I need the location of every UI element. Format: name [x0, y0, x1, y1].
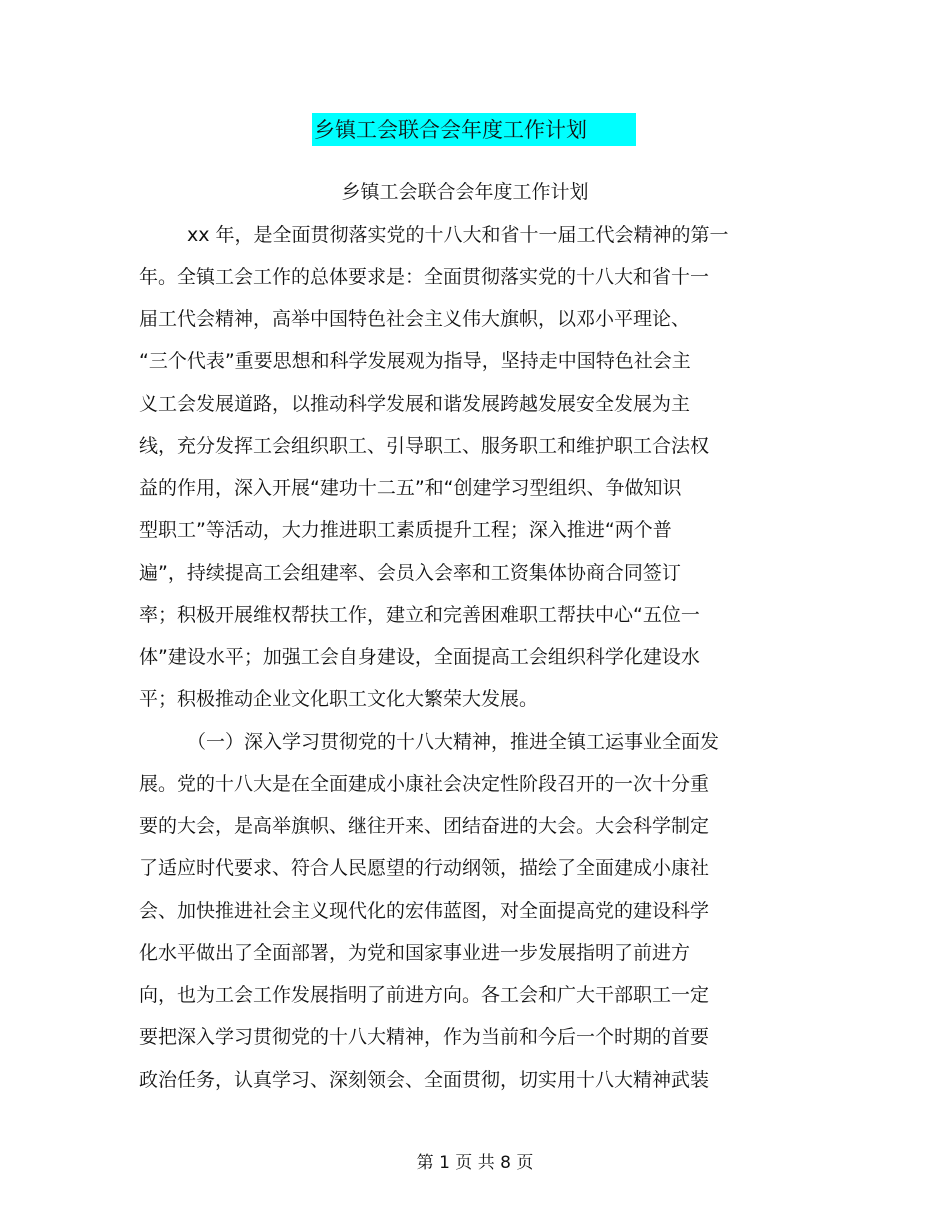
- body-line: 要把深入学习贯彻党的十八大精神，作为当前和今后一个时期的首要: [139, 1026, 710, 1048]
- body-line: 届工代会精神，高举中国特色社会主义伟大旗帜，以邓小平理论、: [139, 308, 691, 330]
- body-line: 型职工”等活动，大力推进职工素质提升工程；深入推进“两个普: [139, 519, 672, 541]
- body-line: 政治任务，认真学习、深刻领会、全面贯彻，切实用十八大精神武装: [139, 1069, 710, 1091]
- body-line: 率；积极开展维权帮扶工作，建立和完善困难职工帮扶中心“五位一: [139, 604, 700, 626]
- body-line: xx 年，是全面贯彻落实党的十八大和省十一届工代会精神的第一: [187, 224, 729, 246]
- body-line: 平；积极推动企业文化职工文化大繁荣大发展。: [139, 688, 539, 710]
- body-line: 化水平做出了全面部署，为党和国家事业进一步发展指明了前进方: [139, 942, 691, 964]
- body-line: 益的作用，深入开展“建功十二五”和“创建学习型组织、争做知识: [139, 477, 682, 499]
- body-line: （一）深入学习贯彻党的十八大精神，推进全镇工运事业全面发: [187, 731, 720, 753]
- page-footer: 第 1 页 共 8 页: [416, 1153, 534, 1173]
- document-title: 乡镇工会联合会年度工作计划: [314, 118, 587, 142]
- body-line: 遍”，持续提高工会组建率、会员入会率和工资集体协商合同签订: [139, 562, 681, 584]
- body-line: 义工会发展道路，以推动科学发展和谐发展跨越发展安全发展为主: [139, 393, 691, 415]
- document-subtitle: 乡镇工会联合会年度工作计划: [341, 181, 589, 203]
- body-line: 要的大会，是高举旗帜、继往开来、团结奋进的大会。大会科学制定: [139, 815, 710, 837]
- body-line: 年。全镇工会工作的总体要求是：全面贯彻落实党的十八大和省十一: [139, 266, 710, 288]
- body-line: 会、加快推进社会主义现代化的宏伟蓝图，对全面提高党的建设科学: [139, 900, 710, 922]
- body-line: 体”建设水平；加强工会自身建设，全面提高工会组织科学化建设水: [139, 646, 700, 668]
- body-line: 展。党的十八大是在全面建成小康社会决定性阶段召开的一次十分重: [139, 773, 710, 795]
- body-line: 线，充分发挥工会组织职工、引导职工、服务职工和维护职工合法权: [139, 435, 710, 457]
- body-line: 了适应时代要求、符合人民愿望的行动纲领，描绘了全面建成小康社: [139, 857, 710, 879]
- body-line: “三个代表”重要思想和科学发展观为指导，坚持走中国特色社会主: [139, 350, 691, 372]
- body-line: 向，也为工会工作发展指明了前进方向。各工会和广大干部职工一定: [139, 984, 710, 1006]
